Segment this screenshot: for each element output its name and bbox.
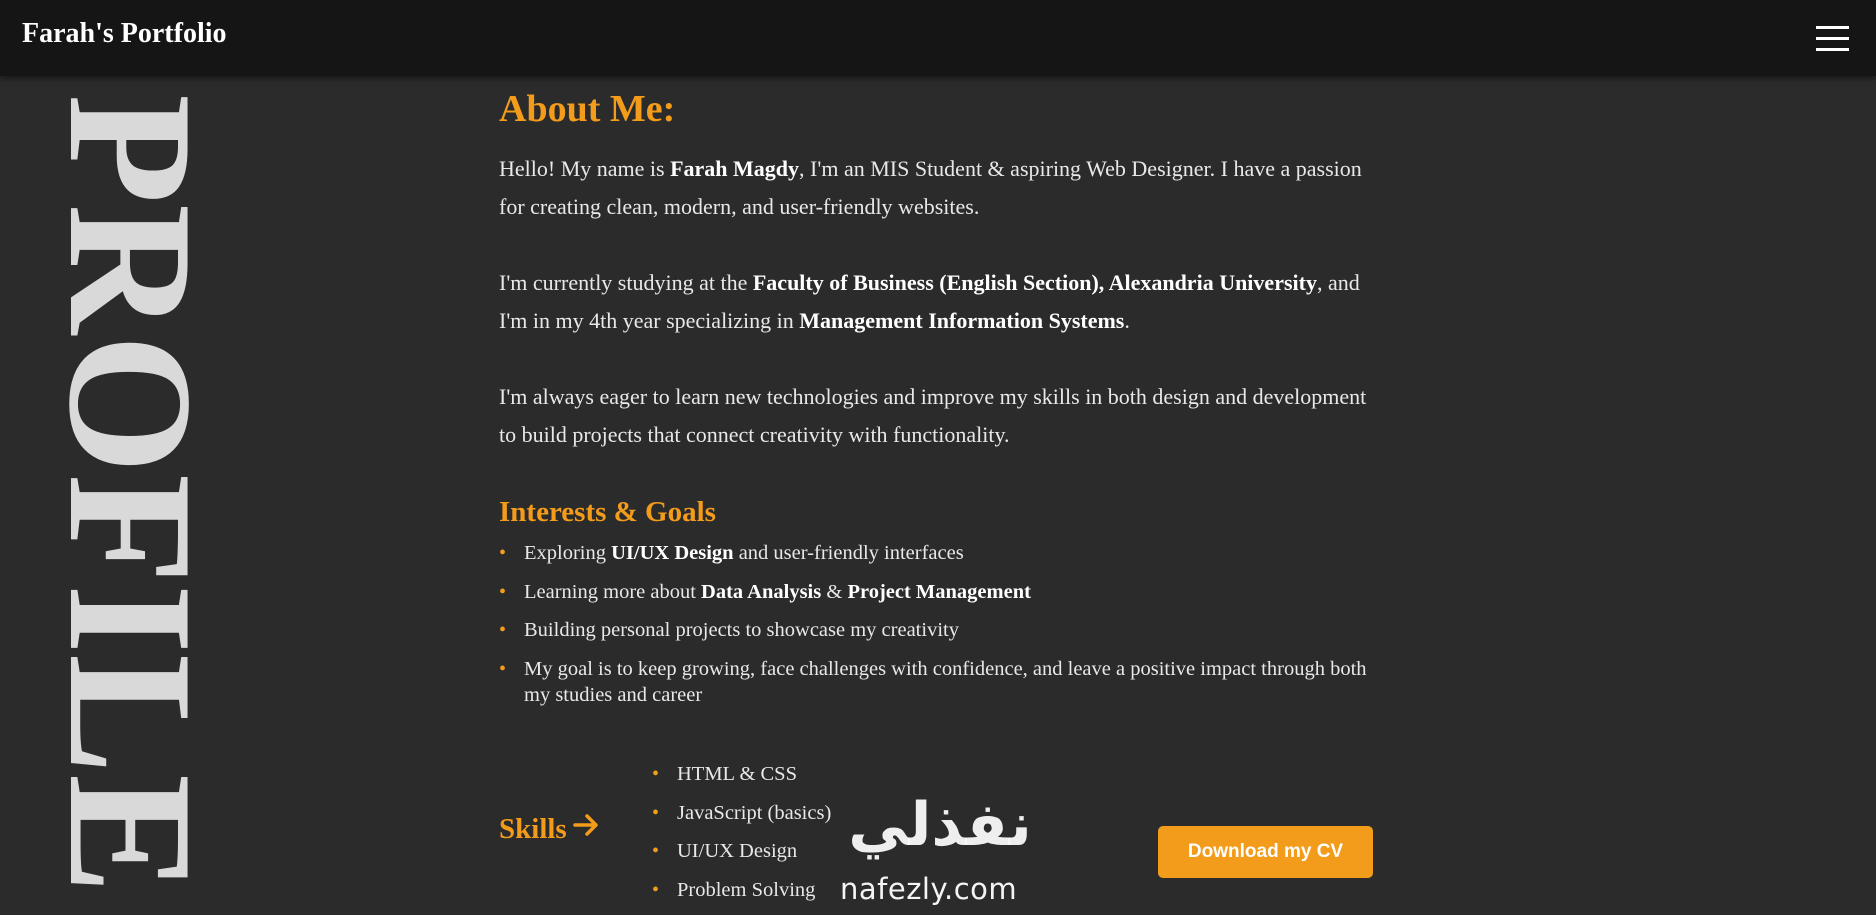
profile-vertical-text: PROFILE xyxy=(32,94,230,886)
about-paragraph-2 xyxy=(499,264,1379,340)
about-title: About Me: xyxy=(499,88,676,130)
about-p1-text: Hello! My name is xyxy=(499,156,671,181)
top-navbar xyxy=(0,0,1876,76)
about-p2-text: I'm currently studying at the xyxy=(499,270,753,295)
list-item: • HTML & CSS xyxy=(652,761,831,787)
hamburger-menu-icon[interactable] xyxy=(1816,24,1849,52)
about-p2-major: Management Information Systems xyxy=(799,308,1125,333)
item-bold: Project Management xyxy=(847,580,1031,603)
item-text: My goal is to keep growing, face challenges with confidence, and leave a positive impact through both my studies and career xyxy=(524,657,1367,706)
item-text: Building personal projects to showcase my creativity xyxy=(524,619,959,641)
watermark xyxy=(830,790,1050,907)
item-text: Exploring xyxy=(524,542,612,564)
list-item xyxy=(499,579,1379,605)
about-paragraph-3: I'm always eager to learn new technologies and improve my skills in both design and development to build projects that connect creativity with functionality. xyxy=(499,384,1367,447)
about-p1-name: Farah Magdy xyxy=(670,156,800,181)
item-bold: UI/UX Design xyxy=(611,542,734,564)
item-bold: Data Analysis xyxy=(701,580,822,603)
skills-label xyxy=(499,812,601,846)
arrow-right-icon xyxy=(573,812,601,846)
watermark-latin: nafezly.com xyxy=(840,872,1018,906)
interests-title: Interests & Goals xyxy=(499,496,716,528)
list-item xyxy=(499,656,1379,708)
interests-list xyxy=(499,540,1379,708)
brand-title[interactable]: Farah's Portfolio xyxy=(22,18,227,49)
download-cv-button[interactable]: Download my CV xyxy=(1158,826,1373,878)
about-p2-text-2: , and I'm in my 4th year specializing in xyxy=(499,270,1360,333)
about-p1-text-2: , I'm an MIS Student & aspiring Web Designer. I have a passion for creating clean, modern, and user-friendly websites. xyxy=(499,156,1362,219)
skills-label-text: Skills xyxy=(499,812,567,845)
watermark-arabic: نفذلي xyxy=(848,790,1032,860)
list-item xyxy=(499,540,1379,566)
about-p2-faculty: Faculty of Business (English Section), Alexandria University xyxy=(752,270,1317,295)
list-item: • Problem Solving xyxy=(652,877,831,903)
item-text: Learning more about xyxy=(524,580,702,603)
item-text: and user-friendly interfaces xyxy=(733,542,964,564)
about-p2-period: . xyxy=(1124,308,1130,333)
list-item: • JavaScript (basics) xyxy=(652,800,831,826)
list-item: • UI/UX Design xyxy=(652,838,831,864)
about-paragraph-1 xyxy=(499,150,1379,226)
skills-list xyxy=(652,761,831,915)
item-text: & xyxy=(821,580,848,603)
list-item xyxy=(499,617,1379,643)
about-section xyxy=(499,84,1379,720)
profile-vertical-svg xyxy=(28,94,230,894)
profile-vertical-heading xyxy=(28,94,230,894)
